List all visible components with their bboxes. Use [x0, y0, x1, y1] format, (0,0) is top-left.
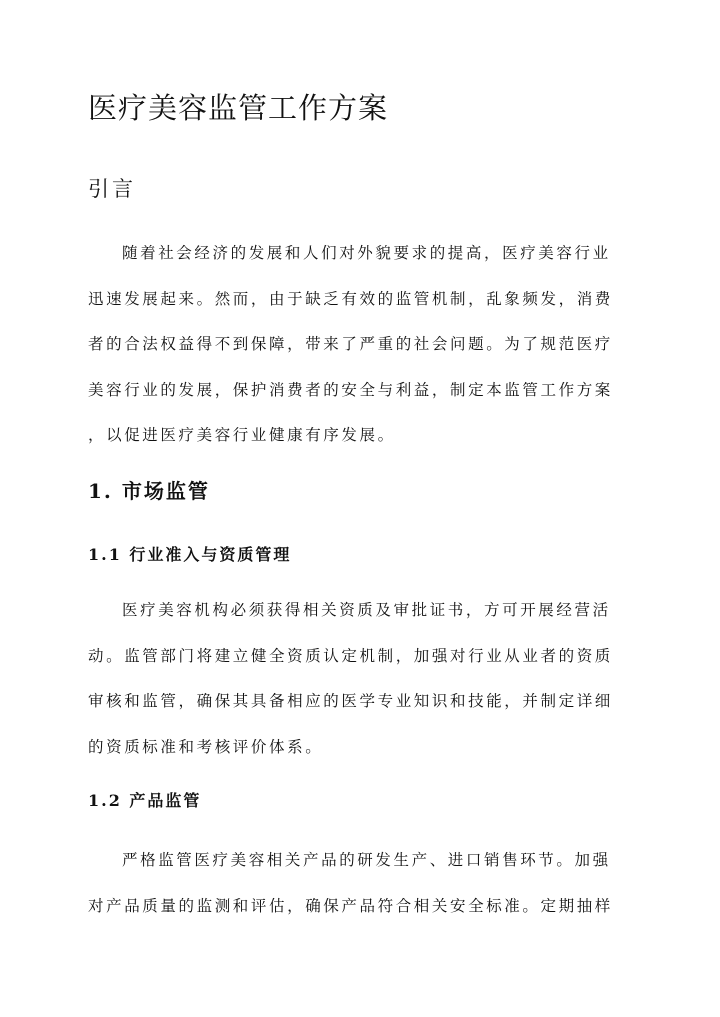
section-heading-market-supervision: 1. 市场监管: [88, 479, 210, 503]
intro-paragraph: [88, 240, 636, 468]
paragraph-line: 医疗美容机构必须获得相关资质及审批证书，方可开展经营活: [122, 601, 611, 619]
intro-heading: 引言: [88, 177, 136, 201]
paragraph-line: 动。监管部门将建立健全资质认定机制，加强对行业从业者的资质: [88, 646, 613, 665]
paragraph-line: 严格监管医疗美容相关产品的研发生产、进口销售环节。加强: [122, 851, 611, 869]
paragraph-line: 随着社会经济的发展和人们对外貌要求的提高，医疗美容行业: [122, 244, 611, 262]
paragraph-line: 对产品质量的监测和评估，确保产品符合相关安全标准。定期抽样: [88, 896, 613, 915]
paragraph-line: 迅速发展起来。然而，由于缺乏有效的监管机制，乱象频发，消费: [88, 289, 613, 308]
subsection-heading-qualification: 1.1 行业准入与资质管理: [88, 545, 292, 564]
subsection-heading-product: 1.2 产品监管: [88, 791, 202, 810]
document-title: 医疗美容监管工作方案: [88, 91, 389, 125]
qualification-paragraph: [88, 597, 636, 779]
paragraph-line: 审核和监管，确保其具备相应的医学专业知识和技能，并制定详细: [88, 692, 613, 710]
product-paragraph: [88, 847, 636, 938]
paragraph-line: 者的合法权益得不到保障，带来了严重的社会问题。为了规范医疗: [88, 335, 613, 353]
paragraph-line: ，以促进医疗美容行业健康有序发展。: [88, 426, 396, 444]
paragraph-line: 美容行业的发展，保护消费者的安全与利益，制定本监管工作方案: [88, 380, 613, 399]
paragraph-line: 的资质标准和考核评价体系。: [88, 737, 324, 756]
